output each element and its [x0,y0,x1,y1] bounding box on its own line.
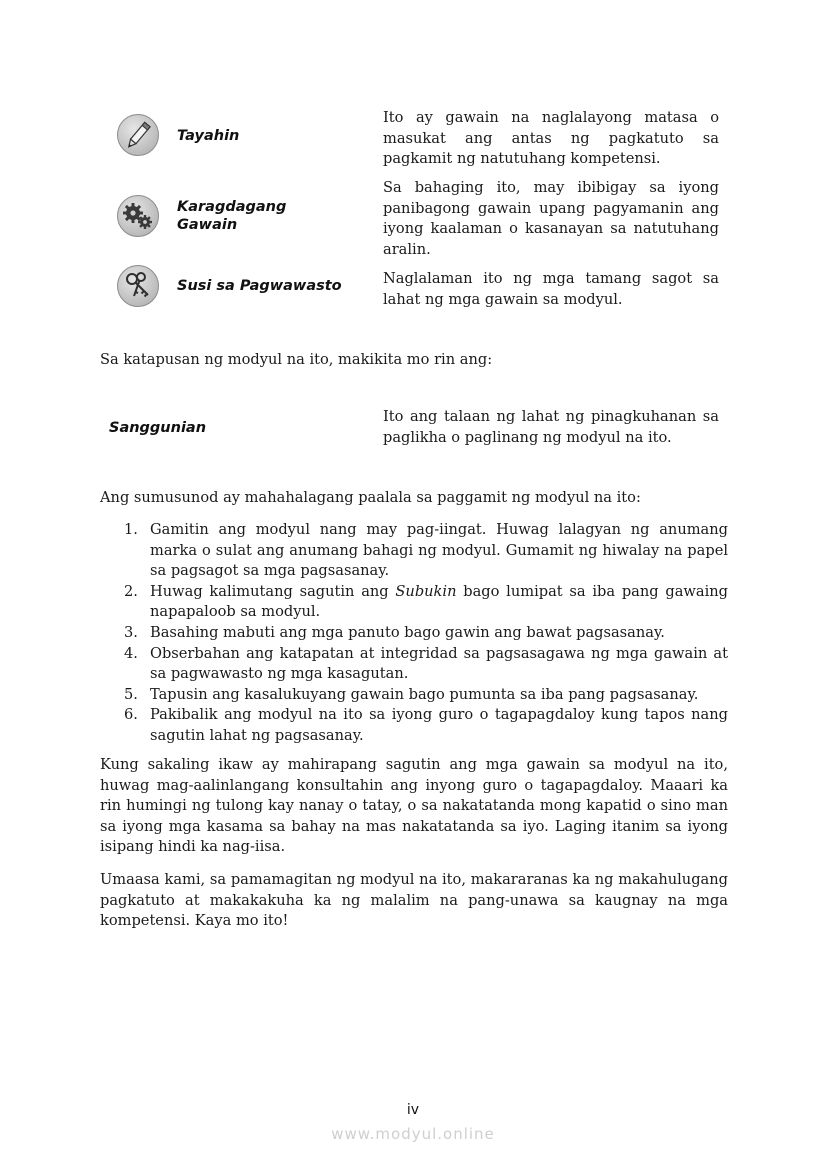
section-term: Karagdagang Gawain [177,199,287,233]
gears-icon [117,195,159,237]
reminders-intro-text: Ang sumusunod ay mahahalagang paalala sa paggamit ng modyul na ito: [100,489,641,506]
list-item: 4. Obserbahan ang katapatan at integridad sa pagsasagawa ng mga gawain at sa pagwawasto ng mga kasagutan. [124,644,728,683]
reminders-list [100,520,728,747]
list-item: 2. Huwag kalimutang sagutin ang Subukin bago lumipat sa iba pang gawaing napapaloob sa modyul. [124,582,728,621]
list-item: 3. Basahing mabuti ang mga panuto bago gawin ang bawat pagsasanay. [124,623,665,641]
section-term: Tayahin [177,128,240,144]
closing-paragraph: Umaasa kami, sa pamamagitan ng modyul na ito, makararanas ka ng makahulugang pagkatuto at makakakuha ka ng malalim na pang-unawa sa kaugnay na mga kompetensi. Kaya mo ito! [100,871,728,930]
section-row-tayahin [100,108,730,172]
keys-icon [117,265,159,307]
section-description: Naglalaman ito ng mga tamang sagot sa lahat ng mga gawain sa modyul. [383,270,719,308]
subukin-emphasis: Subukin [395,582,457,600]
section-term: Sanggunian [109,420,207,436]
section-row-karagdagang-gawain [100,178,730,262]
section-description: Ito ang talaan ng lahat ng pinagkuhanan sa paglikha o paglinang ng modyul na ito. [383,408,719,446]
section-row-susi-sa-pagwawasto [100,269,730,313]
end-intro-text: Sa katapusan ng modyul na ito, makikita mo rin ang: [100,351,493,368]
list-item: 5. Tapusin ang kasalukuyang gawain bago pumunta sa iba pang pagsasanay. [124,685,699,703]
help-paragraph: Kung sakaling ikaw ay mahirapang sagutin ang mga gawain sa modyul na ito, huwag mag-aalinlangang konsultahin ang inyong guro o tagapagdaloy. Maaari ka rin humingi ng tulong kay nanay o tatay, o sa nakatatanda mong kapatid o sino man sa iyong mga kasama sa bahay na mas nakatatanda sa iyo. Laging itanim sa iyong isipang hindi ka nag-iisa. [100,756,728,856]
section-description: Sa bahaging ito, may ibibigay sa iyong panibagong gawain upang pagyamanin ang iyong kaalaman o kasanayan sa natutuhang aralin. [383,179,719,258]
section-description: Ito ay gawain na naglalayong matasa o masukat ang antas ng pagkatuto sa pagkamit ng natutuhang kompetensi. [383,109,719,168]
page-number: iv [406,1102,420,1118]
section-term: Susi sa Pagwawasto [177,278,342,294]
list-item: 1. Gamitin ang modyul nang may pag-iingat. Huwag lalagyan ng anumang marka o sulat ang anumang bahagi ng modyul. Gumamit ng hiwalay na papel sa pagsagot sa mga pagsasanay. [124,521,728,580]
pencil-icon [117,114,159,156]
list-item: 6. Pakibalik ang modyul na ito sa iyong guro o tagapagdaloy kung tapos nang sagutin lahat ng pagsasanay. [124,706,728,744]
watermark: www.modyul.online [331,1125,495,1143]
section-row-sanggunian [100,407,730,451]
